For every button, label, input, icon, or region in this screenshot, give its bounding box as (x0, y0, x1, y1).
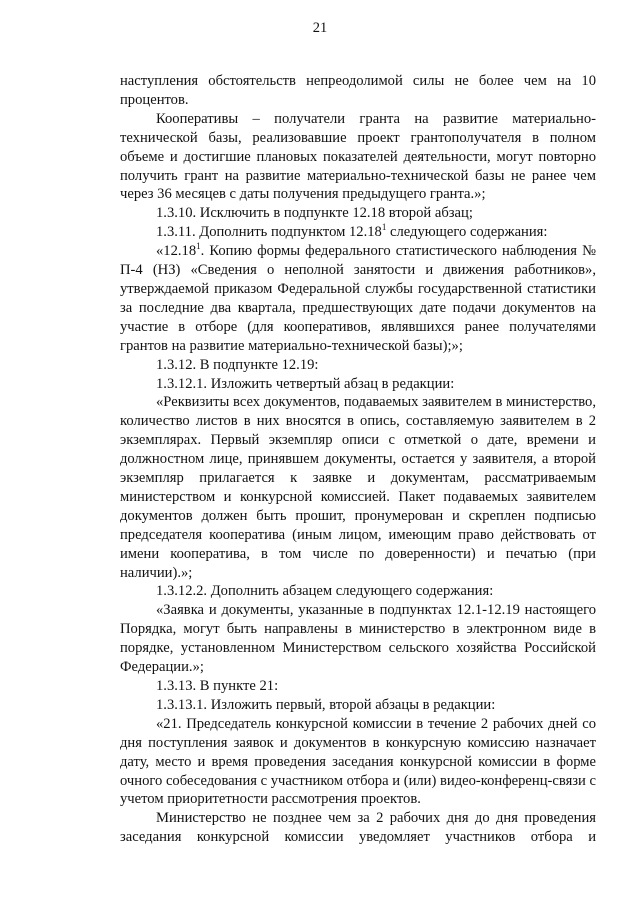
paragraph-8: «Реквизиты всех документов, подаваемых заявителем в министерство, количество листов в них вносятся в опись, составляемую заявителем в 2 экземплярах. Первый экземпляр описи с отметкой о дате, времени и должностном лице, принявшем документы, остается у заявителя, а второй экземпляр прилагается к заявке и документам, рассматриваемым министерством и конкурсной комиссией. Пакет подаваемых заявителем документов должен быть прошит, пронумерован и скреплен подписью председателя кооператива (иным лицом, имеющим право действовать от имени кооператива, в том числе по доверенности) и печатью (при наличии).»; (120, 394, 596, 581)
paragraph-1: наступления обстоятельств непреодолимой силы не более чем на 10 процентов. (120, 73, 596, 108)
paragraph-14: Министерство не позднее чем за 2 рабочих дня до дня проведения заседания конкурсной комиссии уведомляет участников отбора и (120, 810, 596, 846)
paragraph-13: «21. Председатель конкурсной комиссии в течение 2 рабочих дней со дня поступления заявок и документов в конкурсную комиссию назначает дату, место и время проведения заседания конкурсной комиссии в форме очного собеседования с участником отбора и (или) видео-конференц-связи с учетом приоритетности рассмотрения проектов. (120, 715, 596, 808)
paragraph-4-superscript: 1 (381, 222, 387, 233)
paragraph-5-text-after: . Копию формы федерального статистического наблюдения № П-4 (НЗ) «Сведения о неполной занятости и движения работников», утверждаемой приказом Федеральной службы государственной статистики за последние два квартала, предшествующих дате подачи документов на участие в отборе (для кооперативов, являвшихся ранее получателями грантов на развитие материально-технической базы);»; (120, 243, 596, 354)
paragraph-4 (120, 223, 596, 242)
paragraph-2: Кооперативы – получатели гранта на развитие материально-технической базы, реализовавшие проект грантополучателя в полном объеме и достигшие плановых показателей деятельности, могут повторно получить грант на развитие материально-технической базы не ранее чем через 36 месяцев с даты получения предыдущего гранта.»; (120, 110, 596, 203)
paragraph-5 (120, 242, 596, 355)
page-number: 21 (312, 20, 328, 36)
paragraph-7: 1.3.12.1. Изложить четвертый абзац в редакции: (156, 375, 455, 392)
paragraph-6: 1.3.12. В подпункте 12.19: (156, 356, 319, 373)
paragraph-3: 1.3.10. Исключить в подпункте 12.18 второй абзац; (156, 205, 473, 222)
paragraph-12: 1.3.13.1. Изложить первый, второй абзацы в редакции: (156, 696, 496, 713)
paragraph-11: 1.3.13. В пункте 21: (156, 678, 279, 694)
paragraph-4-text-after: следующего содержания: (386, 224, 548, 241)
paragraph-5-superscript: 1 (196, 241, 201, 252)
document-body (120, 72, 596, 847)
paragraph-5-text-before: «12.18 (156, 243, 197, 260)
paragraph-10: «Заявка и документы, указанные в подпунктах 12.1-12.19 настоящего Порядка, могут быть направлены в министерство в электронном виде в порядке, установленном Министерством сельского хозяйства Российской Федерации.»; (120, 602, 596, 676)
paragraph-9: 1.3.12.2. Дополнить абзацем следующего содержания: (156, 583, 494, 600)
paragraph-4-text-before: 1.3.11. Дополнить подпунктом 12.18 (156, 224, 382, 241)
